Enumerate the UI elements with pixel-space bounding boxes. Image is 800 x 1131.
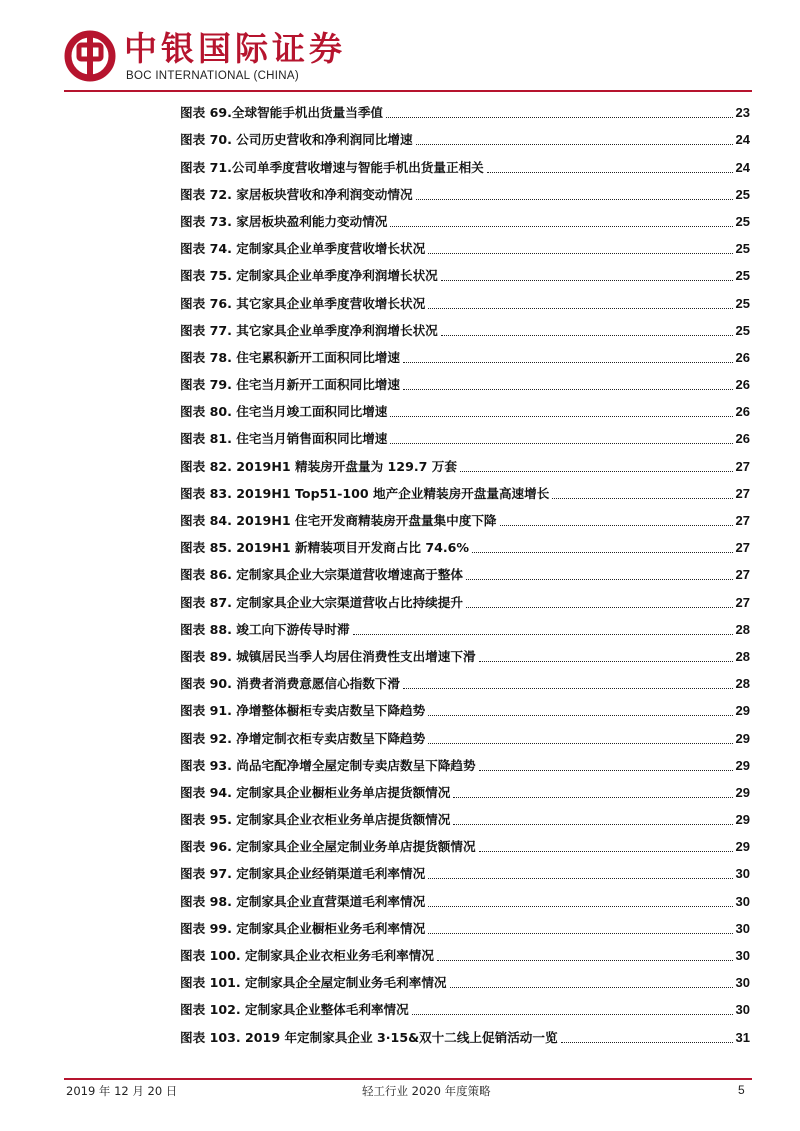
toc-entry-title: 图表 86. 定制家具企业大宗渠道营收增速高于整体 [180, 567, 463, 583]
toc-entry-page: 27 [735, 594, 750, 610]
footer-divider [64, 1078, 752, 1080]
toc-leader-dots [441, 279, 733, 281]
toc-leader-dots [561, 1041, 733, 1043]
toc-entry[interactable] [180, 420, 750, 447]
toc-entry-page: 30 [735, 920, 750, 936]
toc-entry-title: 图表 87. 定制家具企业大宗渠道营收占比持续提升 [180, 594, 463, 610]
toc-entry-title: 图表 103. 2019 年定制家具企业 3·15&双十二线上促销活动一览 [180, 1029, 558, 1045]
footer-date: 2019 年 12 月 20 日 [66, 1084, 178, 1098]
toc-entry-page: 31 [735, 1029, 750, 1045]
toc-entry-title: 图表 71.公司单季度营收增速与智能手机出货量正相关 [180, 159, 484, 175]
toc-entry-page: 27 [735, 458, 750, 474]
toc-entry[interactable] [180, 339, 750, 366]
toc-entry[interactable] [180, 964, 750, 991]
toc-entry-title: 图表 85. 2019H1 新精装项目开发商占比 74.6% [180, 540, 470, 556]
toc-entry[interactable] [180, 502, 750, 529]
toc-entry-title: 图表 92. 净增定制衣柜专卖店数呈下降趋势 [180, 730, 426, 746]
toc-leader-dots [428, 742, 732, 744]
toc-entry[interactable] [180, 447, 750, 474]
toc-leader-dots [390, 415, 732, 417]
toc-entry[interactable] [180, 774, 750, 801]
toc-entry[interactable] [180, 937, 750, 964]
toc-entry-title: 图表 94. 定制家具企业橱柜业务单店提货额情况 [180, 784, 451, 800]
toc-entry[interactable] [180, 719, 750, 746]
toc-entry-title: 图表 89. 城镇居民当季人均居住消费性支出增速下滑 [180, 648, 476, 664]
toc-leader-dots [500, 524, 733, 526]
toc-entry-page: 30 [735, 893, 750, 909]
toc-entry[interactable] [180, 583, 750, 610]
toc-entry-page: 25 [735, 268, 750, 284]
toc-entry[interactable] [180, 1018, 750, 1045]
toc-entry[interactable] [180, 393, 750, 420]
toc-leader-dots [466, 578, 733, 580]
toc-entry-title: 图表 80. 住宅当月竣工面积同比增速 [180, 404, 388, 420]
toc-entry-title: 图表 79. 住宅当月新开工面积同比增速 [180, 377, 400, 393]
toc-leader-dots [412, 1013, 733, 1015]
toc-leader-dots [487, 171, 733, 173]
toc-entry[interactable] [180, 556, 750, 583]
toc-entry-page: 29 [735, 784, 750, 800]
toc-entry-title: 图表 75. 定制家具企业单季度净利润增长状况 [180, 268, 438, 284]
toc-entry[interactable] [180, 665, 750, 692]
toc-leader-dots [386, 116, 733, 118]
toc-entry[interactable] [180, 882, 750, 909]
toc-leader-dots [390, 442, 732, 444]
toc-leader-dots [416, 198, 733, 200]
toc-leader-dots [428, 877, 732, 879]
page-header [0, 0, 800, 96]
toc-entry[interactable] [180, 284, 750, 311]
toc-entry-page: 26 [735, 431, 750, 447]
toc-entry-page: 25 [735, 295, 750, 311]
toc-entry-page: 29 [735, 757, 750, 773]
toc-entry-title: 图表 83. 2019H1 Top51-100 地产企业精装房开盘量高速增长 [180, 485, 550, 501]
toc-entry-title: 图表 101. 定制家具企全屋定制业务毛利率情况 [180, 975, 447, 991]
toc-entry-page: 27 [735, 540, 750, 556]
toc-leader-dots [428, 307, 732, 309]
toc-entry-page: 27 [735, 513, 750, 528]
toc-entry-page: 25 [735, 213, 750, 229]
toc-leader-dots [353, 633, 733, 635]
toc-entry[interactable] [180, 148, 750, 175]
toc-entry-title: 图表 102. 定制家具企业整体毛利率情况 [180, 1002, 409, 1018]
toc-entry-title: 图表 93. 尚品宅配净增全屋定制专卖店数呈下降趋势 [180, 757, 476, 773]
toc-leader-dots [428, 932, 732, 934]
toc-entry-page: 29 [735, 703, 750, 719]
toc-entry-title: 图表 74. 定制家具企业单季度营收增长状况 [180, 241, 426, 257]
toc-entry-page: 30 [735, 1002, 750, 1018]
toc-entry[interactable] [180, 692, 750, 719]
brand-name-cn: 中银国际证券 [124, 29, 346, 68]
toc-entry-title: 图表 69.全球智能手机出货量当季值 [180, 105, 384, 121]
toc-entry-title: 图表 97. 定制家具企业经销渠道毛利率情况 [180, 866, 426, 882]
toc-entry-page: 26 [735, 349, 750, 365]
toc-entry[interactable] [180, 257, 750, 284]
toc-entry[interactable] [180, 991, 750, 1018]
boc-logo-icon [64, 30, 116, 82]
toc-entry[interactable] [180, 855, 750, 882]
toc-entry-title: 图表 81. 住宅当月销售面积同比增速 [180, 431, 388, 447]
toc-leader-dots [479, 660, 733, 662]
toc-leader-dots [441, 334, 733, 336]
toc-entry[interactable] [180, 638, 750, 665]
toc-leader-dots [472, 551, 733, 553]
toc-entry[interactable] [180, 366, 750, 393]
toc-entry[interactable] [180, 611, 750, 638]
toc-entry-page: 30 [735, 948, 750, 963]
toc-entry-title: 图表 70. 公司历史营收和净利润同比增速 [180, 132, 413, 148]
toc-entry[interactable] [180, 94, 750, 121]
toc-entry-page: 30 [735, 975, 750, 991]
toc-leader-dots [450, 986, 733, 988]
footer-report-title: 轻工行业 2020 年度策略 [362, 1084, 491, 1098]
toc-entry-title: 图表 100. 定制家具企业衣柜业务毛利率情况 [180, 948, 434, 963]
toc-leader-dots [453, 796, 732, 798]
toc-entry[interactable] [180, 801, 750, 828]
toc-leader-dots [552, 497, 732, 499]
toc-entry[interactable] [180, 176, 750, 203]
toc-entry[interactable] [180, 828, 750, 855]
toc-entry-title: 图表 91. 净增整体橱柜专卖店数呈下降趋势 [180, 703, 426, 719]
toc-leader-dots [460, 470, 733, 472]
toc-entry-title: 图表 76. 其它家具企业单季度营收增长状况 [180, 295, 426, 311]
toc-leader-dots [390, 225, 732, 227]
brand-name-en: BOC INTERNATIONAL (CHINA) [126, 70, 299, 82]
toc-entry-title: 图表 73. 家居板块盈利能力变动情况 [180, 213, 388, 229]
toc-entry-title: 图表 82. 2019H1 精装房开盘量为 129.7 万套 [180, 458, 457, 474]
toc-entry-title: 图表 99. 定制家具企业橱柜业务毛利率情况 [180, 920, 426, 936]
toc-entry-title: 图表 98. 定制家具企业直营渠道毛利率情况 [180, 893, 426, 909]
toc-entry-page: 24 [735, 159, 750, 175]
toc-entry-page: 25 [735, 186, 750, 202]
toc-entry[interactable] [180, 529, 750, 556]
toc-entry-page: 28 [735, 676, 750, 692]
toc-entry-page: 30 [735, 866, 750, 882]
toc-entry-title: 图表 72. 家居板块营收和净利润变动情况 [180, 186, 413, 202]
toc-entry-page: 28 [735, 621, 750, 637]
toc-entry-page: 26 [735, 377, 750, 393]
toc-leader-dots [453, 823, 732, 825]
toc-leader-dots [479, 850, 733, 852]
toc-leader-dots [416, 143, 733, 145]
toc-entry-title: 图表 90. 消费者消费意愿信心指数下滑 [180, 676, 400, 692]
toc-leader-dots [479, 769, 733, 771]
toc-entry-title: 图表 96. 定制家具企业全屋定制业务单店提货额情况 [180, 839, 476, 855]
toc-entry-title: 图表 78. 住宅累积新开工面积同比增速 [180, 349, 400, 365]
toc-entry[interactable] [180, 747, 750, 774]
toc-leader-dots [428, 252, 732, 254]
toc-leader-dots [403, 388, 733, 390]
toc-leader-dots [403, 361, 733, 363]
toc-leader-dots [466, 606, 733, 608]
toc-entry[interactable] [180, 312, 750, 339]
toc-leader-dots [428, 714, 732, 716]
toc-entry-page: 25 [735, 241, 750, 257]
toc-entry[interactable] [180, 121, 750, 148]
toc-entry-title: 图表 84. 2019H1 住宅开发商精装房开盘量集中度下降 [180, 513, 497, 528]
toc-entry-title: 图表 95. 定制家具企业衣柜业务单店提货额情况 [180, 812, 451, 828]
toc-entry[interactable] [180, 910, 750, 937]
header-divider [64, 90, 752, 92]
toc-entry-page: 29 [735, 839, 750, 855]
toc-entry-page: 23 [735, 105, 750, 121]
toc-entry-title: 图表 88. 竣工向下游传导时滞 [180, 621, 350, 637]
toc-entry-page: 29 [735, 812, 750, 828]
figure-list [180, 94, 750, 1046]
toc-leader-dots [403, 687, 733, 689]
toc-entry-title: 图表 77. 其它家具企业单季度净利润增长状况 [180, 322, 438, 338]
toc-leader-dots [437, 959, 733, 961]
toc-entry-page: 26 [735, 404, 750, 420]
toc-entry[interactable] [180, 230, 750, 257]
toc-entry-page: 27 [735, 485, 750, 501]
toc-entry-page: 27 [735, 567, 750, 583]
toc-entry-page: 28 [735, 648, 750, 664]
toc-leader-dots [428, 905, 732, 907]
page-number: 5 [738, 1083, 745, 1097]
toc-entry-page: 29 [735, 730, 750, 746]
toc-entry-page: 24 [735, 132, 750, 148]
toc-entry-page: 25 [735, 322, 750, 338]
toc-entry[interactable] [180, 203, 750, 230]
toc-entry[interactable] [180, 475, 750, 502]
